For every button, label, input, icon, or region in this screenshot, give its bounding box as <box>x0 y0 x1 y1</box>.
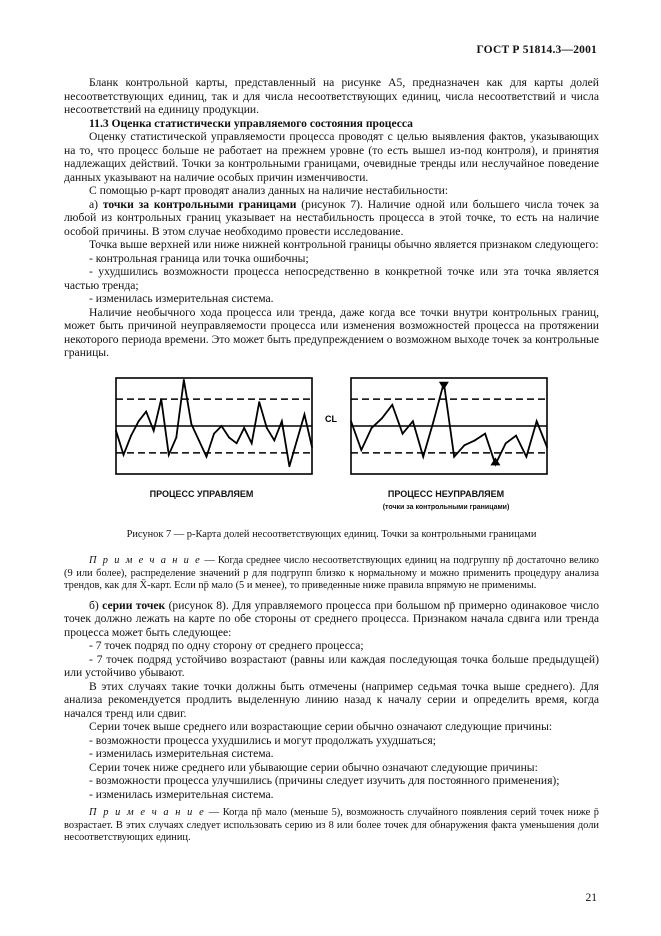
document-header: ГОСТ Р 51814.3—2001 <box>476 44 597 56</box>
data-point <box>296 439 298 441</box>
note-label: П р и м е ч а н и е <box>89 555 202 566</box>
item-letter: а) <box>89 197 103 211</box>
data-point <box>228 436 230 438</box>
chart-uncontrolled <box>350 378 548 474</box>
page-number: 21 <box>585 892 597 904</box>
control-charts <box>64 370 599 490</box>
data-point <box>484 432 486 434</box>
data-point <box>130 434 132 436</box>
data-point <box>138 420 140 422</box>
data-point <box>258 401 260 403</box>
data-point <box>190 423 192 425</box>
paragraph <box>64 599 599 640</box>
data-point <box>123 453 125 455</box>
data-point <box>183 379 185 381</box>
paragraph: С помощью p-карт проводят анализ данных на наличие нестабильности: <box>89 184 449 197</box>
data-point <box>213 432 215 434</box>
list-item: - ухудшились возможности процесса непосредственно в конкретной точке или эта точка является частью тренда; <box>64 265 599 292</box>
right-chart-label <box>351 488 541 515</box>
data-point <box>145 410 147 412</box>
note <box>64 807 599 845</box>
data-point <box>236 442 238 444</box>
list-item: - изменилась измерительная система. <box>89 787 274 801</box>
paragraph: Серии точек выше среднего или возрастающие серии обычно означают следующие причины: <box>89 720 553 734</box>
list-item: - возможности процесса ухудшились и могут продолжать ухудшаться; <box>89 733 436 747</box>
chart-controlled <box>115 378 313 474</box>
left-chart-label: ПРОЦЕСС УПРАВЛЯЕМ <box>149 488 254 499</box>
data-point <box>433 420 435 422</box>
list-item: - возможности процесса улучшились (причины следует изучить для постоянного применения); <box>89 774 560 788</box>
data-point <box>546 446 548 448</box>
data-line <box>351 382 547 464</box>
data-point <box>422 455 424 457</box>
data-point <box>273 439 275 441</box>
data-point <box>115 429 117 431</box>
page-body <box>64 76 599 845</box>
data-point <box>412 420 414 422</box>
paragraph: Бланк контрольной карты, представленный на рисунке А5, предназначен как для карты долей несоответствующих единиц, так и для числа несоответствующих единиц, числа несоответствий и числа несоответствий на единицу продукции. <box>64 76 599 116</box>
data-point <box>505 442 507 444</box>
paragraph: Точка выше верхней или ниже нижней контрольной границы обычно является признаком следующего: <box>89 238 599 251</box>
data-point <box>311 446 313 448</box>
note-text: — Когда среднее число несоответствующих единиц на подгруппу np̄ достаточно велико (9 или более), распределение значений p для подгрупп близко к нормальному и можно применить процедуру анализа трендов, как для X̄-карт. Если np̄ мало (5 и менее), то приведенные ниже правила впрямую не применимы. <box>64 555 599 592</box>
figure-caption: Рисунок 7 — p-Карта долей несоответствующих единиц. Точки за контрольными границами <box>126 528 537 540</box>
data-point <box>402 432 404 434</box>
paragraph: Серии точек ниже среднего или убывающие серии обычно означают следующие причины: <box>89 760 538 774</box>
data-point <box>381 417 383 419</box>
data-point <box>288 465 290 467</box>
data-point <box>175 436 177 438</box>
item-text: (рисунок 8). Для управляемого процесса при большом np̄ примерно одинаковое число точек должно лежать на карте по обе стороны от среднего процесса. Признаком начала сдвига или тренда процесса может быть следующее: <box>64 598 599 639</box>
data-point <box>168 453 170 455</box>
data-point <box>304 413 306 415</box>
data-point <box>474 439 476 441</box>
data-point <box>350 420 352 422</box>
list-item: - изменилась измерительная система. <box>89 747 274 761</box>
item-term: серии точек <box>102 598 166 612</box>
data-point <box>281 420 283 422</box>
cl-label: CL <box>325 413 337 424</box>
note-text: — Когда np̄ мало (меньше 5), возможность случайного появления серий точек ниже p̄ возрастает. В этих случаях следует использовать серию из 8 или более точек для обнаружения факта уменьшения доли несоответствующих единиц. <box>64 807 600 844</box>
data-point <box>371 427 373 429</box>
data-point <box>243 427 245 429</box>
list-item: - 7 точек подряд устойчиво возрастают (равны или каждая последующая точка больше предыдущей) или устойчиво убывают. <box>64 652 599 680</box>
data-point <box>391 403 393 405</box>
data-point <box>160 398 162 400</box>
right-chart-subtitle: (точки за контрольными границами) <box>382 504 510 511</box>
item-text: (рисунок 7). Наличие одной или большего числа точек за любой из контрольных границ указывает на нестабильность процесса в этой точке, то есть на наличие особой причины. В этом случае необходимо провести исследование. <box>64 197 600 238</box>
note <box>64 555 599 593</box>
paragraph: Оценку статистической управляемости процесса проводят с целью выявления фактов, указывающих на то, что процесс больше не работает на прежнем уровне (то есть вышел из-под контроля), и принятия надлежащих действий. Точки за контрольными границами, очевидные тренды или неслучайное поведение данных указывают на наличие особых причин изменчивости. <box>64 130 599 184</box>
item-letter: б) <box>89 598 103 612</box>
list-item: - 7 точек подряд по одну сторону от среднего процесса; <box>89 639 364 653</box>
data-point <box>360 449 362 451</box>
data-point <box>515 434 517 436</box>
data-point <box>251 442 253 444</box>
right-chart-title: ПРОЦЕСС НЕУПРАВЛЯЕМ <box>387 488 505 499</box>
paragraph <box>64 198 599 239</box>
figure-7 <box>64 370 599 520</box>
data-point <box>266 427 268 429</box>
out-of-control-marker <box>439 381 449 389</box>
data-point <box>525 455 527 457</box>
paragraph: Наличие необычного хода процесса или тренда, даже когда все точки внутри контрольных границ, может быть причиной неуправляемости процесса или изменения возможностей процесса на протяжении некоторого периода времени. Это может быть предупреждением о возможном выходе точек за контрольные границы. <box>64 305 599 359</box>
data-point <box>153 429 155 431</box>
data-point <box>221 425 223 427</box>
data-point <box>198 439 200 441</box>
list-item: - контрольная граница или точка ошибочны; <box>89 251 309 265</box>
data-point <box>206 455 208 457</box>
data-point <box>453 455 455 457</box>
note-label: П р и м е ч а н и е <box>89 807 206 819</box>
paragraph: В этих случаях такие точки должны быть отмечены (например седьмая точка выше среднего). Для анализа рекомендуется продлить выделенную линию назад к началу серии и определить время, когда начался тренд или сдвиг. <box>64 679 599 720</box>
data-point <box>536 420 538 422</box>
list-item: - изменилась измерительная система. <box>89 292 274 305</box>
item-term: точки за контрольными границами <box>102 197 297 211</box>
section-title: 11.3 Оценка статистически управляемого состояния процесса <box>89 116 413 130</box>
data-point <box>464 444 466 446</box>
